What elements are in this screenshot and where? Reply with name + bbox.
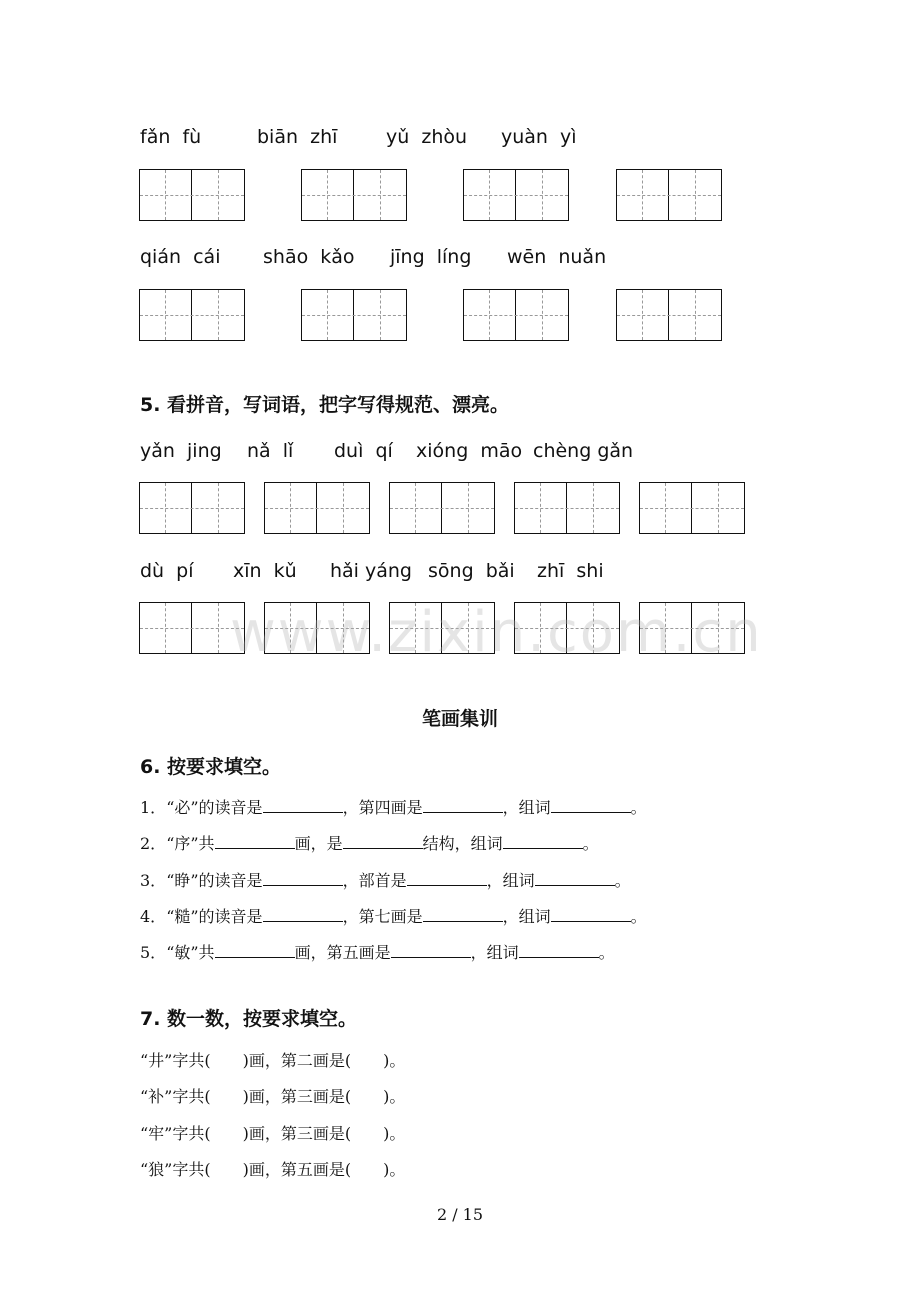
pinyin-word: yuàn yì bbox=[501, 126, 577, 148]
answer-blank[interactable] bbox=[519, 943, 599, 958]
answer-blank[interactable] bbox=[263, 907, 343, 922]
pinyin-word: nǎ lǐ bbox=[247, 440, 294, 462]
item-text: ，第七画是 bbox=[342, 907, 423, 926]
page-number: 2 / 15 bbox=[436, 1205, 484, 1224]
pinyin-word: chèng gǎn bbox=[533, 440, 634, 462]
section-title: 笔画集训 bbox=[421, 708, 498, 730]
item-text: “糙”的读音是 bbox=[166, 907, 263, 926]
watermark: www.zixin.com.cn bbox=[230, 600, 763, 665]
item-text: “序”共 bbox=[166, 834, 215, 853]
item-number: 4． bbox=[140, 907, 167, 926]
item-text: ，第四画是 bbox=[342, 798, 423, 817]
pinyin-word: duì qí bbox=[334, 440, 393, 462]
answer-blank[interactable] bbox=[391, 943, 471, 958]
item-number: 2． bbox=[140, 834, 167, 853]
tianzi-box[interactable] bbox=[616, 169, 722, 221]
pinyin-word: hǎi yáng bbox=[330, 560, 412, 582]
pinyin-word: wēn nuǎn bbox=[507, 246, 607, 268]
tianzi-box[interactable] bbox=[264, 482, 370, 534]
answer-blank[interactable] bbox=[535, 871, 615, 886]
item-text: ，组词 bbox=[470, 943, 519, 962]
pinyin-word: jīng líng bbox=[390, 246, 472, 268]
section-7-title: 7. 数一数，按要求填空。 bbox=[140, 1008, 358, 1030]
answer-blank[interactable] bbox=[215, 943, 295, 958]
section-5-title: 5. 看拼音，写词语，把字写得规范、漂亮。 bbox=[140, 394, 510, 416]
item-number: 5． bbox=[140, 943, 167, 962]
tianzi-box[interactable] bbox=[463, 169, 569, 221]
pinyin-word: biān zhī bbox=[257, 126, 338, 148]
answer-blank[interactable] bbox=[215, 834, 295, 849]
tianzi-box[interactable] bbox=[301, 289, 407, 341]
fill-item-5 bbox=[140, 940, 615, 963]
pinyin-word: zhī shi bbox=[537, 560, 604, 582]
item-text: ，组词 bbox=[502, 798, 551, 817]
section-6-title: 6. 按要求填空。 bbox=[140, 756, 282, 778]
fill-item-4 bbox=[140, 904, 647, 927]
pinyin-word: dù pí bbox=[140, 560, 194, 582]
count-item[interactable]: “补”字共( )画，第三画是( )。 bbox=[140, 1087, 406, 1106]
pinyin-word: shāo kǎo bbox=[263, 246, 355, 268]
item-text: 。 bbox=[582, 834, 599, 853]
item-text: 画，第五画是 bbox=[294, 943, 391, 962]
item-text: 。 bbox=[614, 871, 631, 890]
tianzi-box[interactable] bbox=[389, 482, 495, 534]
count-item[interactable]: “牢”字共( )画，第三画是( )。 bbox=[140, 1124, 406, 1143]
tianzi-box[interactable] bbox=[139, 289, 245, 341]
item-text: 。 bbox=[630, 798, 647, 817]
pinyin-word: xīn kǔ bbox=[233, 560, 297, 582]
tianzi-box[interactable] bbox=[639, 482, 745, 534]
pinyin-word: fǎn fù bbox=[140, 126, 202, 148]
item-number: 3． bbox=[140, 871, 167, 890]
fill-item-2 bbox=[140, 831, 599, 854]
pinyin-word: yǎn jing bbox=[140, 440, 222, 462]
item-text: “敏”共 bbox=[166, 943, 215, 962]
answer-blank[interactable] bbox=[343, 834, 423, 849]
tianzi-box[interactable] bbox=[514, 482, 620, 534]
count-item[interactable]: “井”字共( )画，第二画是( )。 bbox=[140, 1051, 406, 1070]
answer-blank[interactable] bbox=[551, 798, 631, 813]
item-text: 。 bbox=[630, 907, 647, 926]
answer-blank[interactable] bbox=[503, 834, 583, 849]
item-text: “必”的读音是 bbox=[166, 798, 263, 817]
tianzi-box[interactable] bbox=[463, 289, 569, 341]
item-number: 1． bbox=[140, 798, 167, 817]
pinyin-word: qián cái bbox=[140, 246, 221, 268]
item-text: ，部首是 bbox=[342, 871, 407, 890]
item-text: ，组词 bbox=[502, 907, 551, 926]
fill-item-1 bbox=[140, 795, 647, 818]
item-text: 结构，组词 bbox=[422, 834, 503, 853]
fill-item-3 bbox=[140, 868, 631, 891]
item-text: “睁”的读音是 bbox=[166, 871, 263, 890]
tianzi-box[interactable] bbox=[616, 289, 722, 341]
pinyin-word: yǔ zhòu bbox=[386, 126, 468, 148]
answer-blank[interactable] bbox=[263, 871, 343, 886]
tianzi-box[interactable] bbox=[139, 482, 245, 534]
pinyin-word: sōng bǎi bbox=[428, 560, 515, 582]
item-text: 画，是 bbox=[294, 834, 343, 853]
answer-blank[interactable] bbox=[423, 798, 503, 813]
answer-blank[interactable] bbox=[423, 907, 503, 922]
answer-blank[interactable] bbox=[407, 871, 487, 886]
pinyin-word: xióng māo bbox=[416, 440, 523, 462]
item-text: 。 bbox=[598, 943, 615, 962]
tianzi-box[interactable] bbox=[139, 169, 245, 221]
item-text: ，组词 bbox=[486, 871, 535, 890]
count-item[interactable]: “狼”字共( )画，第五画是( )。 bbox=[140, 1160, 406, 1179]
answer-blank[interactable] bbox=[263, 798, 343, 813]
answer-blank[interactable] bbox=[551, 907, 631, 922]
tianzi-box[interactable] bbox=[301, 169, 407, 221]
